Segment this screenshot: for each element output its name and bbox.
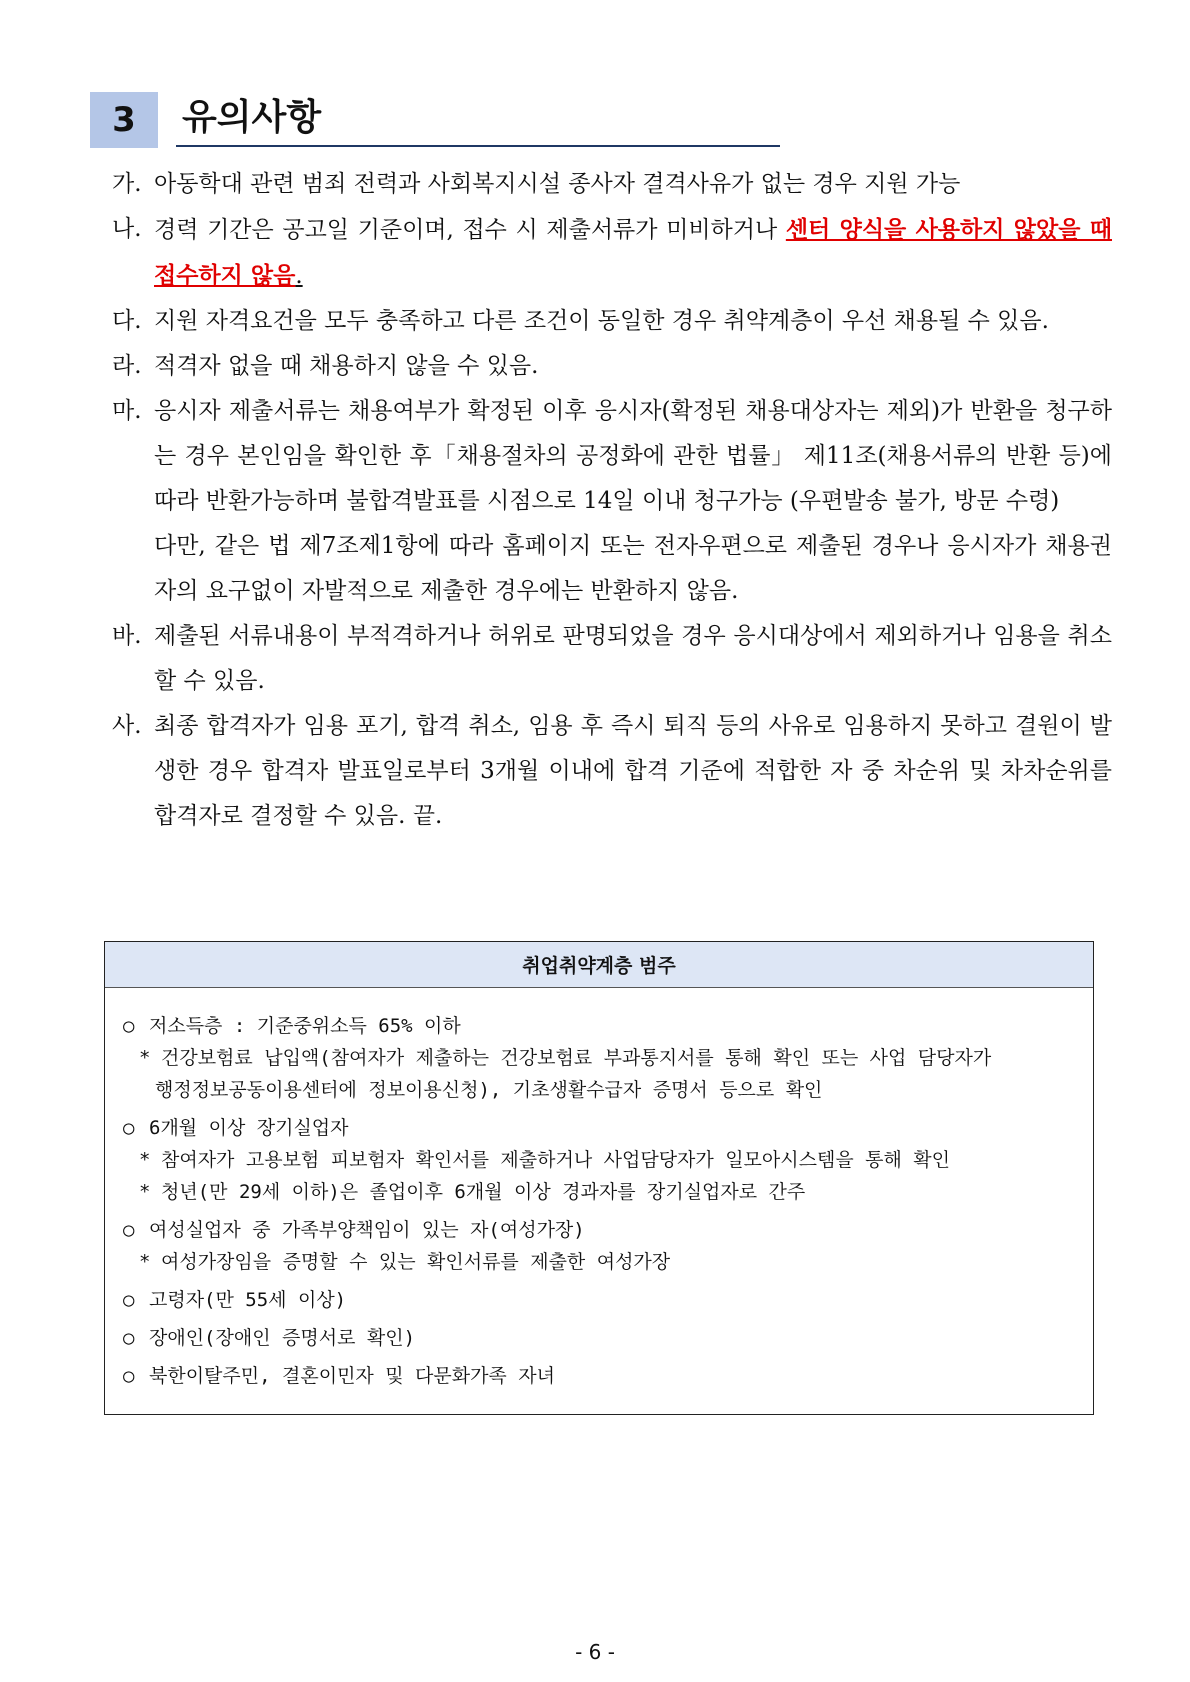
category-text: 저소득층 : 기준중위소득 65% 이하 xyxy=(149,1015,461,1037)
note-text: 최종 합격자가 임용 포기, 합격 취소, 임용 후 즉시 퇴직 등의 사유로 임용하지 못하고 결원이 발생한 경우 합격자 발표일로부터 3개월 이내에 합격 기준에 적합한 자 중 차순위 및 차차순위를 합격자로 결정할 수 있음. 끝. xyxy=(154,713,1112,829)
note-emphasis-red: 센터 양식을 사용하지 않았을 때 접수하지 않음 xyxy=(154,216,1112,289)
note-text-part: 경력 기간은 공고일 기준이며, 접수 시 제출서류가 미비하거나 xyxy=(154,217,786,243)
page-number: - 6 - xyxy=(575,1640,615,1664)
category-item xyxy=(123,1112,1075,1208)
note-item xyxy=(112,389,1112,614)
note-item xyxy=(112,344,1112,389)
category-text: 6개월 이상 장기실업자 xyxy=(149,1117,349,1139)
category-text: 장애인(장애인 증명서로 확인) xyxy=(149,1327,416,1349)
asterisk-icon: * xyxy=(139,1047,151,1069)
category-item xyxy=(123,1214,1075,1278)
note-text: 지원 자격요건을 모두 충족하고 다른 조건이 동일한 경우 취약계층이 우선 채용될 수 있음. xyxy=(154,308,1049,334)
note-text-continued: 다만, 같은 법 제7조제1항에 따라 홈페이지 또는 전자우편으로 제출된 경우나 응시자가 채용권자의 요구없이 자발적으로 제출한 경우에는 반환하지 않음. xyxy=(154,533,1112,604)
circle-bullet-icon: ○ xyxy=(123,1117,135,1139)
category-note-text: 참여자가 고용보험 피보험자 확인서를 제출하거나 사업담당자가 일모아시스템을 통해 확인 xyxy=(161,1149,950,1171)
category-item xyxy=(123,1322,1075,1354)
note-marker: 다. xyxy=(112,308,142,334)
category-note xyxy=(123,1176,1075,1208)
box-body xyxy=(105,988,1093,1392)
notes-list xyxy=(112,162,1112,839)
note-text xyxy=(154,207,1112,299)
category-note-text: 여성가장임을 증명할 수 있는 확인서류를 제출한 여성가장 xyxy=(161,1251,671,1273)
category-note xyxy=(123,1246,1075,1278)
note-item xyxy=(112,299,1112,344)
category-item xyxy=(123,1010,1075,1106)
note-marker: 마. xyxy=(112,398,142,424)
section-title: 유의사항 xyxy=(182,97,322,138)
asterisk-icon: * xyxy=(139,1181,151,1203)
note-marker: 바. xyxy=(112,623,142,649)
note-marker: 가. xyxy=(112,171,142,197)
note-item xyxy=(112,704,1112,839)
category-note-text-continued: 행정정보공동이용센터에 정보이용신청), 기초생활수급자 증명서 등으로 확인 xyxy=(155,1079,823,1101)
category-text: 북한이탈주민, 결혼이민자 및 다문화가족 자녀 xyxy=(149,1365,555,1387)
note-text: 제출된 서류내용이 부적격하거나 허위로 판명되었을 경우 응시대상에서 제외하거나 임용을 취소할 수 있음. xyxy=(154,623,1112,694)
circle-bullet-icon: ○ xyxy=(123,1219,135,1241)
circle-bullet-icon: ○ xyxy=(123,1327,135,1349)
circle-bullet-icon: ○ xyxy=(123,1365,135,1387)
note-item xyxy=(112,207,1112,299)
category-note xyxy=(123,1042,1075,1074)
category-text: 고령자(만 55세 이상) xyxy=(149,1289,347,1311)
asterisk-icon: * xyxy=(139,1149,151,1171)
category-note xyxy=(123,1144,1075,1176)
category-item xyxy=(123,1360,1075,1392)
note-text: 적격자 없을 때 채용하지 않을 수 있음. xyxy=(154,353,539,379)
vulnerable-groups-box xyxy=(104,941,1094,1415)
note-marker: 라. xyxy=(112,353,142,379)
note-item xyxy=(112,614,1112,704)
note-marker: 나. xyxy=(112,216,142,242)
circle-bullet-icon: ○ xyxy=(123,1015,135,1037)
box-title: 취업취약계층 범주 xyxy=(105,942,1093,988)
note-marker: 사. xyxy=(112,713,142,739)
section-title-underline xyxy=(176,145,780,147)
section-number-badge: 3 xyxy=(90,92,158,148)
category-item xyxy=(123,1284,1075,1316)
circle-bullet-icon: ○ xyxy=(123,1289,135,1311)
note-text: 응시자 제출서류는 채용여부가 확정된 이후 응시자(확정된 채용대상자는 제외)가 반환을 청구하는 경우 본인임을 확인한 후「채용절차의 공정화에 관한 법률」 제11조(채용서류의 반환 등)에 따라 반환가능하며 불합격발표를 시점으로 14일 이내 청구가능 (우편발송 불가, 방문 수령) xyxy=(154,398,1112,514)
note-item xyxy=(112,162,1112,207)
note-text: 아동학대 관련 범죄 전력과 사회복지시설 종사자 결격사유가 없는 경우 지원 가능 xyxy=(154,171,961,197)
asterisk-icon: * xyxy=(139,1251,151,1273)
category-note-text: 건강보험료 납입액(참여자가 제출하는 건강보험료 부과통지서를 통해 확인 또는 사업 담당자가 xyxy=(161,1047,992,1069)
section-header xyxy=(90,90,780,150)
category-text: 여성실업자 중 가족부양책임이 있는 자(여성가장) xyxy=(149,1219,585,1241)
note-text-part: . xyxy=(295,263,303,289)
category-note-text: 청년(만 29세 이하)은 졸업이후 6개월 이상 경과자를 장기실업자로 간주 xyxy=(161,1181,806,1203)
